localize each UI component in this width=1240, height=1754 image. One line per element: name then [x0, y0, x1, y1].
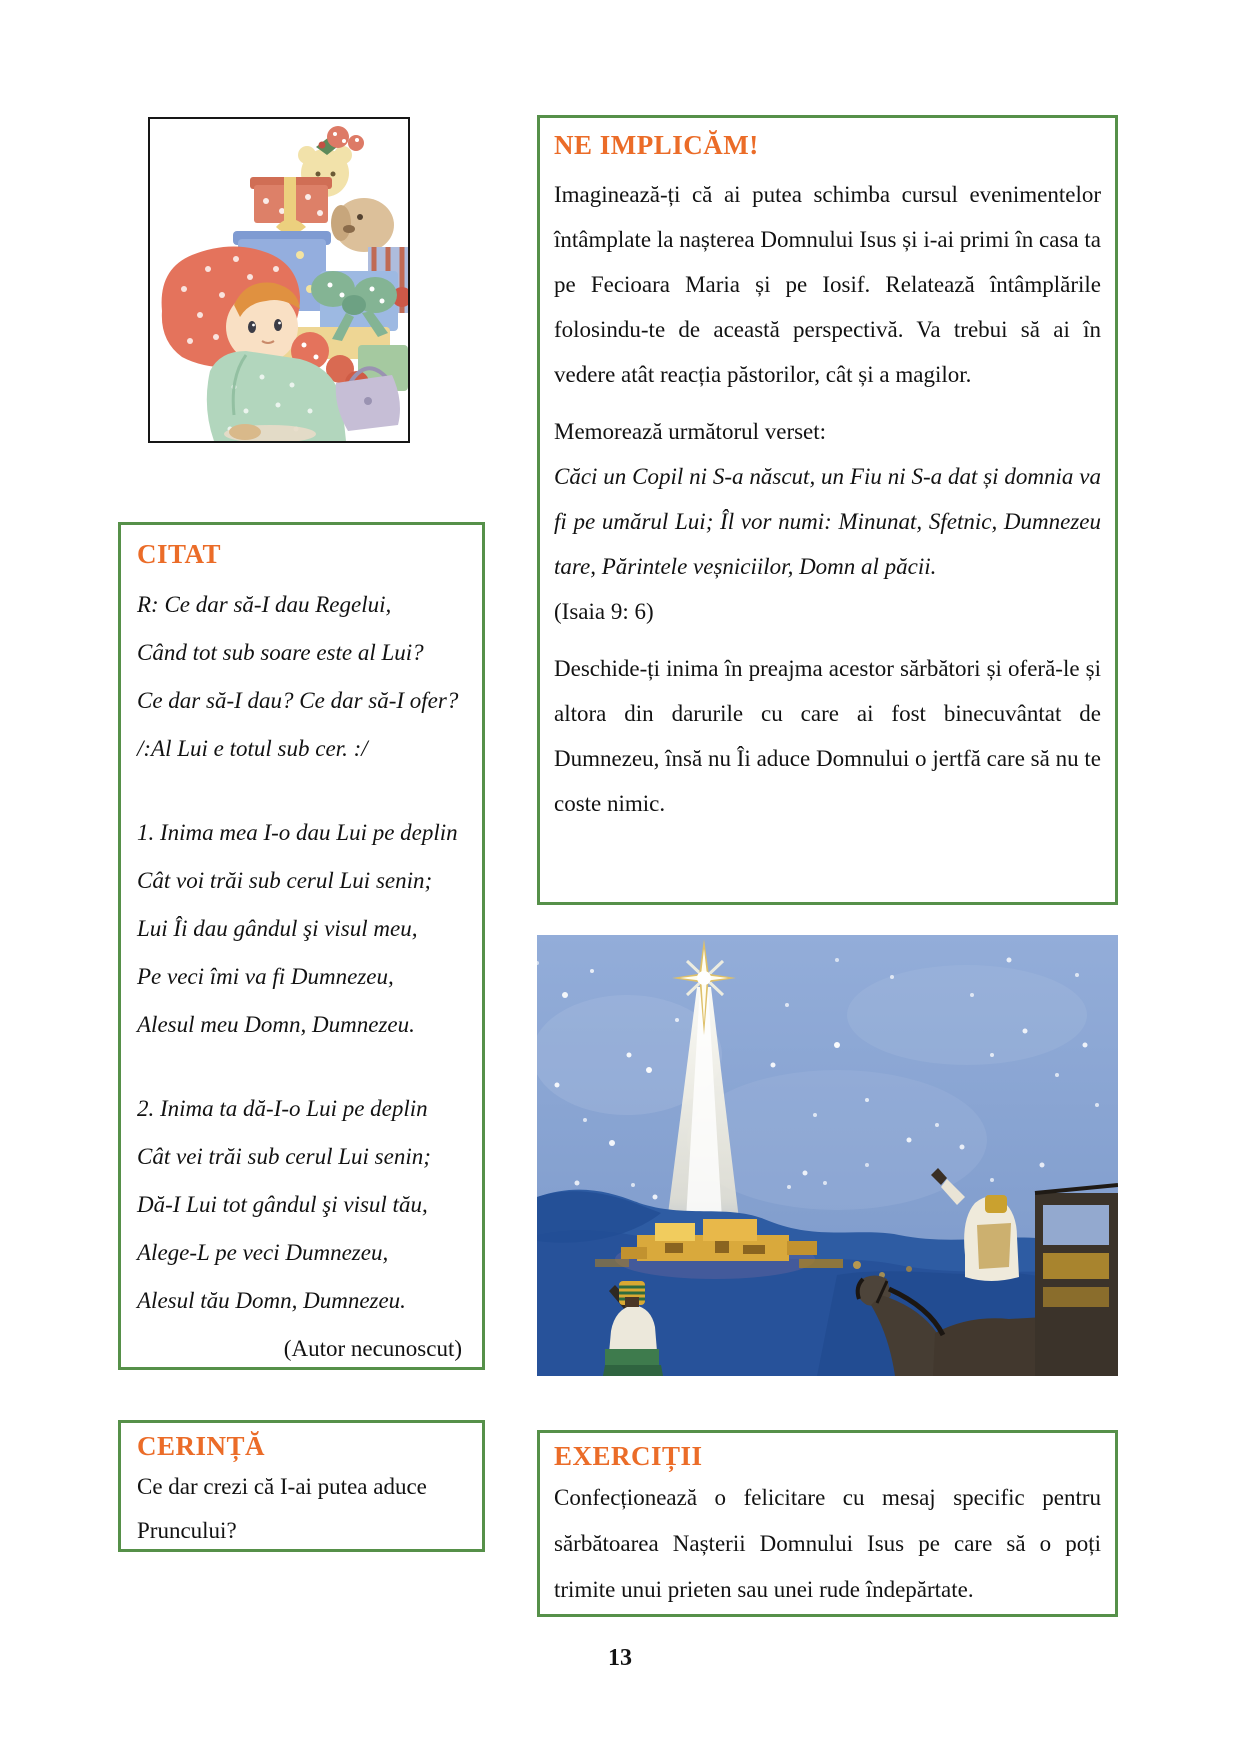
citat-verse1-line: Cât voi trăi sub cerul Lui senin;	[137, 868, 433, 893]
citat-verse1-line: 1. Inima mea I-o dau Lui pe deplin	[137, 820, 458, 845]
ne-implicam-paragraph-2: Deschide-ți inima în preajma acestor sărbători și oferă-le și altora din darurile cu care ai fost binecuvântat de Dumnezeu, însă nu Îi aduce Domnului o jertfă care să nu te coste nimic.	[554, 656, 1101, 816]
ne-implicam-title: NE IMPLICĂM!	[554, 130, 759, 160]
citat-verse2-line: Dă-I Lui tot gândul şi visul tău,	[137, 1192, 428, 1217]
ne-implicam-box	[537, 115, 1118, 905]
citat-verse1-line: Lui Îi dau gândul şi visul meu,	[137, 916, 418, 941]
citat-verse2-line: Cât vei trăi sub cerul Lui senin;	[137, 1144, 431, 1169]
night-scene-illustration-frame	[537, 935, 1118, 1376]
shoe	[229, 424, 261, 440]
citat-box	[118, 522, 485, 1370]
citat-refrain-line: Ce dar să-I dau? Ce dar să-I ofer?	[137, 688, 459, 713]
citat-title: CITAT	[137, 539, 222, 569]
citat-refrain-line: Când tot sub soare este al Lui?	[137, 640, 424, 665]
night-scene-illustration	[537, 935, 1118, 1376]
stanza-gap	[137, 1049, 466, 1085]
ne-implicam-paragraph-1: Imaginează-ți că ai putea schimba cursul evenimentelor întâmplate la nașterea Domnului Isus și i-ai primi în casa ta pe Fecioara Maria și pe Iosif. Relatează întâmplările folosindu-te de această perspectivă. Va trebui să ai în vedere atât reacția păstorilor, cât și a magilor.	[554, 182, 1101, 387]
exercitii-box	[537, 1430, 1118, 1617]
memorize-label: Memorează următorul verset:	[554, 419, 827, 444]
cerinta-text: Ce dar crezi că I-ai putea aduce Pruncului?	[137, 1474, 427, 1543]
citat-verse1-line: Alesul meu Domn, Dumnezeu.	[137, 1012, 415, 1037]
gifts-illustration	[150, 119, 408, 441]
citat-verse2-line: Alesul tău Domn, Dumnezeu.	[137, 1288, 406, 1313]
cerinta-box	[118, 1420, 485, 1552]
citat-verse2-line: Alege-L pe veci Dumnezeu,	[137, 1240, 389, 1265]
stanza-gap	[137, 773, 466, 809]
citat-verse1-line: Pe veci îmi va fi Dumnezeu,	[137, 964, 394, 989]
bible-verse-reference: (Isaia 9: 6)	[554, 599, 654, 624]
camel-saddle-pack	[1035, 1185, 1118, 1376]
citat-verse2-line: 2. Inima ta dă-I-o Lui pe deplin	[137, 1096, 428, 1121]
citat-refrain-line: R: Ce dar să-I dau Regelui,	[137, 592, 392, 617]
gifts-illustration-frame	[148, 117, 410, 443]
exercitii-text: Confecționează o felicitare cu mesaj specific pentru sărbătoarea Nașterii Domnului Isus pe care să o poți trimite unui prieten sau unei rude îndepărtate.	[554, 1485, 1101, 1602]
page-number: 13	[608, 1645, 632, 1671]
cerinta-title: CERINȚĂ	[137, 1431, 266, 1461]
bible-verse: Căci un Copil ni S-a născut, un Fiu ni S-a dat și domnia va fi pe umărul Lui; Îl vor numi: Minunat, Sfetnic, Dumnezeu tare, Părintele veșniciilor, Domn al păcii.	[554, 464, 1101, 579]
citat-author: (Autor necunoscut)	[283, 1336, 462, 1361]
exercitii-title: EXERCIȚII	[554, 1441, 703, 1471]
citat-refrain-line: /:Al Lui e totul sub cer. :/	[137, 736, 368, 761]
